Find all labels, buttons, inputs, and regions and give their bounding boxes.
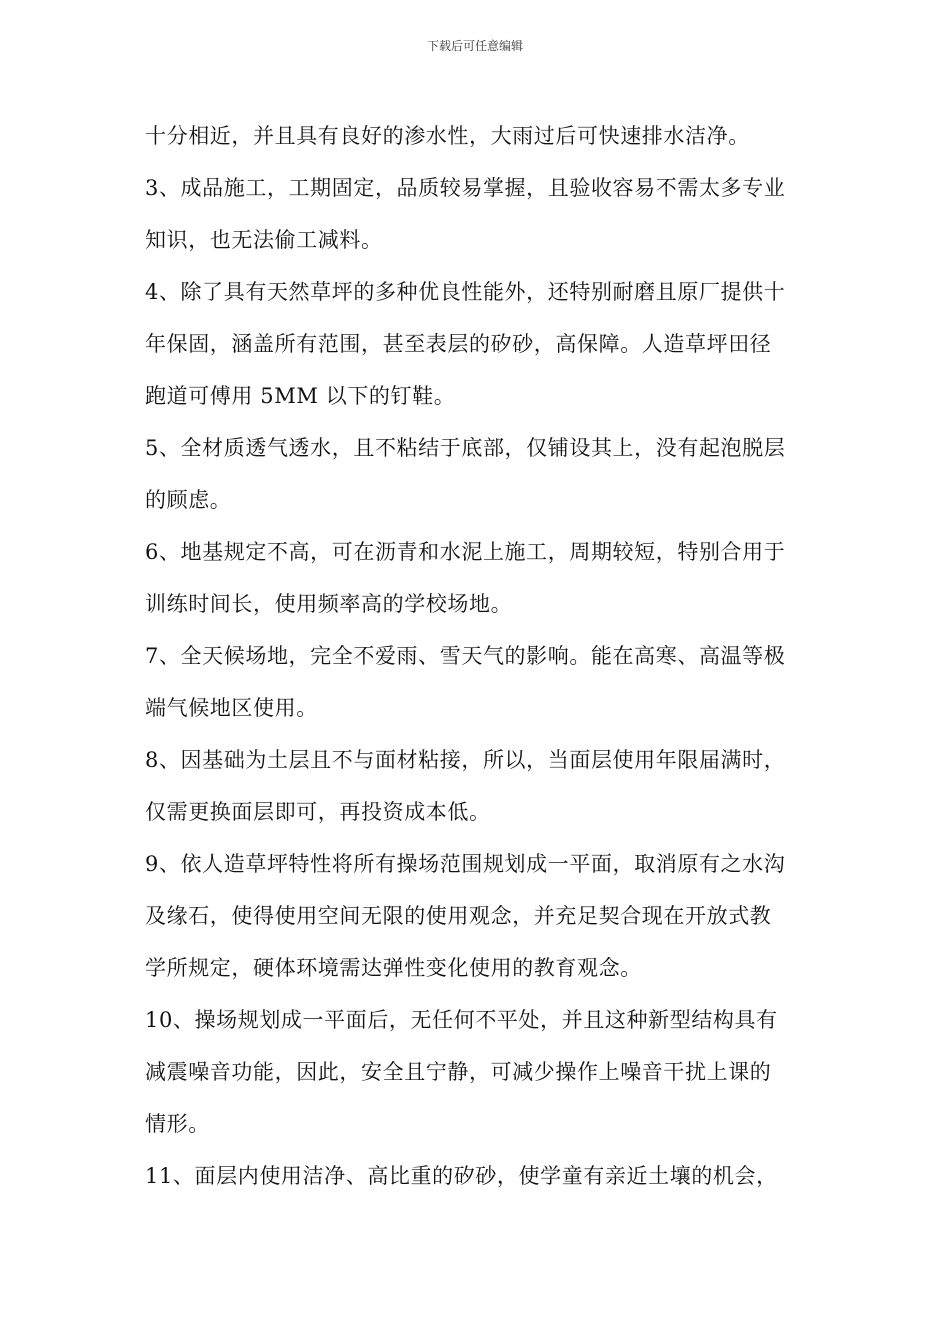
text-line: 跑道可傅用 5MM 以下的钉鞋。	[145, 384, 456, 408]
text-line: 知识，也无法偷工减料。	[145, 228, 383, 252]
text-line: 6、地基规定不高，可在沥青和水泥上施工，周期较短，特别合用于	[145, 540, 786, 564]
text-line: 7、全天候场地，完全不爱雨、雪天气的影响。能在高寒、高温等极	[145, 644, 786, 668]
text-line: 的顾虑。	[145, 488, 232, 512]
page-header: 下载后可任意编辑	[426, 39, 523, 53]
text-line: 8、因基础为土层且不与面材粘接，所以，当面层使用年限届满时，	[145, 748, 786, 772]
text-line: 4、除了具有天然草坪的多种优良性能外，还特别耐磨且原厂提供十	[145, 280, 786, 304]
text-line: 十分相近，并且具有良好的渗水性，大雨过后可快速排水洁净。	[145, 124, 750, 148]
text-line: 3、成品施工，工期固定，品质较易掌握，且验收容易不需太多专业	[145, 176, 786, 200]
text-line: 年保固，涵盖所有范围，甚至表层的矽砂，高保障。人造草坪田径	[145, 332, 772, 356]
text-line: 10、操场规划成一平面后，无任何不平处，并且这种新型结构具有	[145, 1008, 778, 1032]
text-line: 9、依人造草坪特性将所有操场范围规划成一平面，取消原有之水沟	[145, 852, 786, 876]
text-line: 及缘石，使得使用空间无限的使用观念，并充足契合现在开放式教	[145, 904, 772, 928]
text-line: 情形。	[145, 1112, 210, 1136]
text-line: 端气候地区使用。	[145, 696, 318, 720]
text-line: 学所规定，硬体环境需达弹性变化使用的教育观念。	[145, 956, 642, 980]
text-line: 仅需更换面层即可，再投资成本低。	[145, 800, 491, 824]
document-body	[145, 116, 809, 1208]
text-line: 11、面层内使用洁净、高比重的矽砂，使学童有亲近土壤的机会，	[145, 1164, 778, 1188]
text-line: 训练时间长，使用频率高的学校场地。	[145, 592, 513, 616]
text-line: 减震噪音功能，因此，安全且宁静，可减少操作上噪音干扰上课的	[145, 1060, 772, 1084]
text-line: 5、全材质透气透水，且不粘结于底部，仅铺设其上，没有起泡脱层	[145, 436, 786, 460]
